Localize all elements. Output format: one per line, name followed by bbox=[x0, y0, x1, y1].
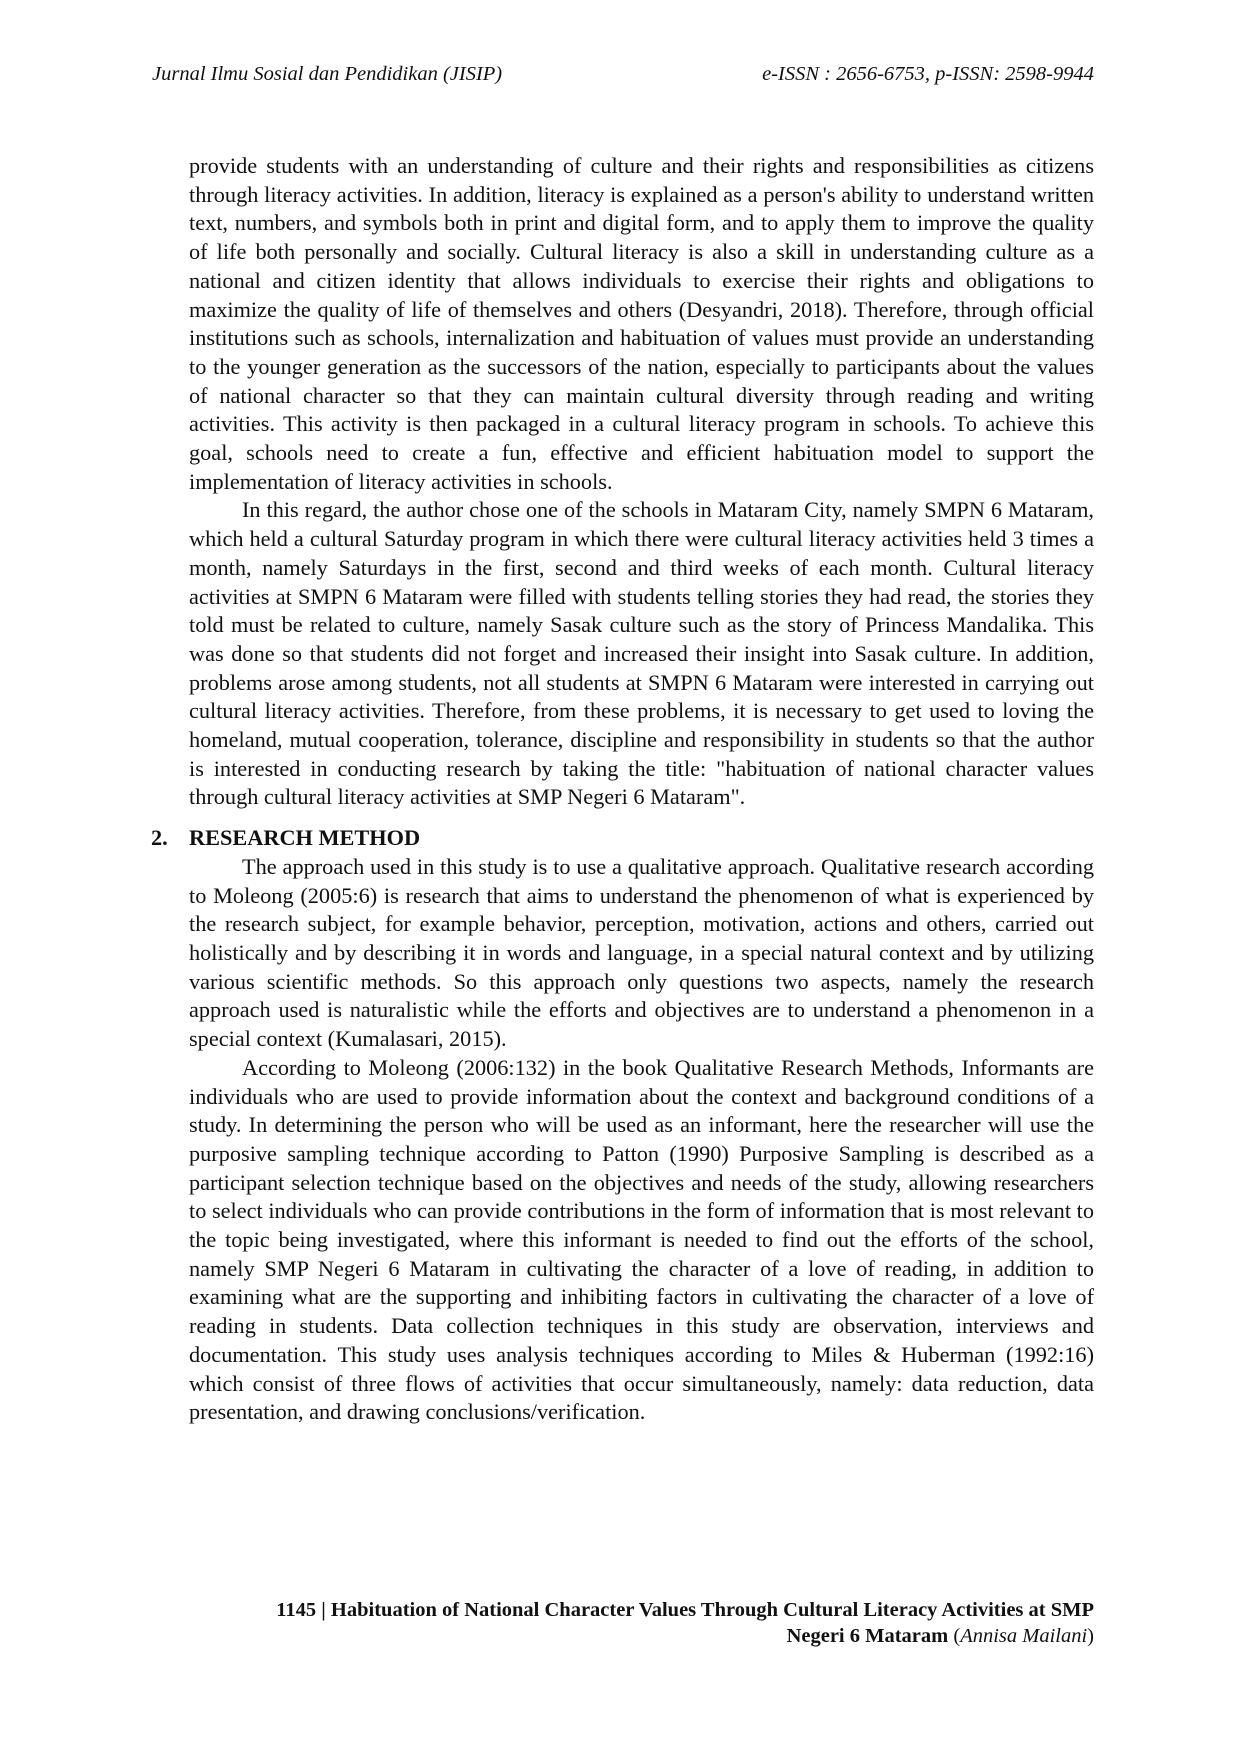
issn-numbers: e-ISSN : 2656-6753, p-ISSN: 2598-9944 bbox=[762, 63, 1094, 85]
section-number: 2. bbox=[151, 825, 168, 851]
section-heading-research-method bbox=[151, 824, 1094, 853]
running-footer bbox=[152, 1598, 1094, 1649]
article-body bbox=[151, 152, 1094, 1427]
footer-title-line-2 bbox=[152, 1624, 1094, 1650]
section-title: RESEARCH METHOD bbox=[189, 825, 421, 851]
running-header bbox=[152, 62, 1094, 86]
body-paragraph-3: The approach used in this study is to use a qualitative approach. Qualitative research according to Moleong (2005:6) is research that aims to understand the phenomenon of what is experienced by the research subject, for example behavior, perception, motivation, actions and others, carried out holistically and by describing it in words and language, in a special natural context and by utilizing various scientific methods. So this approach only questions two aspects, namely the research approach used is naturalistic while the efforts and objectives are to understand a phenomenon in a special context (Kumalasari, 2015). bbox=[189, 853, 1094, 1052]
author-paren-close: ) bbox=[1087, 1624, 1094, 1647]
body-paragraph-2: In this regard, the author chose one of the schools in Mataram City, namely SMPN 6 Mataram, which held a cultural Saturday program in which there were cultural literacy activities held 3 times a month, namely Saturdays in the first, second and third weeks of each month. Cultural literacy activities at SMPN 6 Mataram were filled with students telling stories they had read, the stories they told must be related to culture, namely Sasak culture such as the story of Princess Mandalika. This was done so that students did not forget and increased their insight into Sasak culture. In addition, problems arose among students, not all students at SMPN 6 Mataram were interested in carrying out cultural literacy activities. Therefore, from these problems, it is necessary to get used to loving the homeland, mutual cooperation, tolerance, discipline and responsibility in students so that the author is interested in conducting research by taking the title: "habituation of national character values through cultural literacy activities at SMP Negeri 6 Mataram". bbox=[189, 497, 1094, 810]
author-name: Annisa Mailani bbox=[960, 1624, 1088, 1647]
footer-title-line-1: 1145 | Habituation of National Character Values Through Cultural Literacy Activities at SMP bbox=[276, 1599, 1094, 1621]
body-paragraph-4: According to Moleong (2006:132) in the book Qualitative Research Methods, Informants are individuals who are used to provide information about the context and background conditions of a study. In determining the person who will be used as an informant, here the researcher will use the purposive sampling technique according to Patton (1990) Purposive Sampling is described as a participant selection technique based on the objectives and needs of the study, allowing researchers to select individuals who can provide contributions in the form of information that is most relevant to the topic being investigated, where this informant is needed to find out the efforts of the school, namely SMP Negeri 6 Mataram in cultivating the character of a love of reading, in addition to examining what are the supporting and inhibiting factors in cultivating the character of a love of reading in students. Data collection techniques in this study are observation, interviews and documentation. This study uses analysis techniques according to Miles & Huberman (1992:16) which consist of three flows of activities that occur simultaneously, namely: data reduction, data presentation, and drawing conclusions/verification. bbox=[189, 1054, 1094, 1425]
author-paren-open: ( bbox=[948, 1624, 961, 1647]
body-paragraph-1: provide students with an understanding of culture and their rights and responsibilities as citizens through literacy activities. In addition, literacy is explained as a person's ability to understand written text, numbers, and symbols both in print and digital form, and to apply them to improve the quality of life both personally and socially. Cultural literacy is also a skill in understanding culture as a national and citizen identity that allows individuals to exercise their rights and obligations to maximize the quality of life of themselves and others (Desyandri, 2018). Therefore, through official institutions such as schools, internalization and habituation of values must provide an understanding to the younger generation as the successors of the nation, especially to participants about the values of national character so that they can maintain cultural diversity through reading and writing activities. This activity is then packaged in a cultural literacy program in schools. To achieve this goal, schools need to create a fun, effective and efficient habituation model to support the implementation of literacy activities in schools. bbox=[189, 153, 1094, 494]
journal-name: Jurnal Ilmu Sosial dan Pendidikan (JISIP) bbox=[152, 63, 503, 85]
footer-title-end: Negeri 6 Mataram bbox=[786, 1624, 949, 1647]
